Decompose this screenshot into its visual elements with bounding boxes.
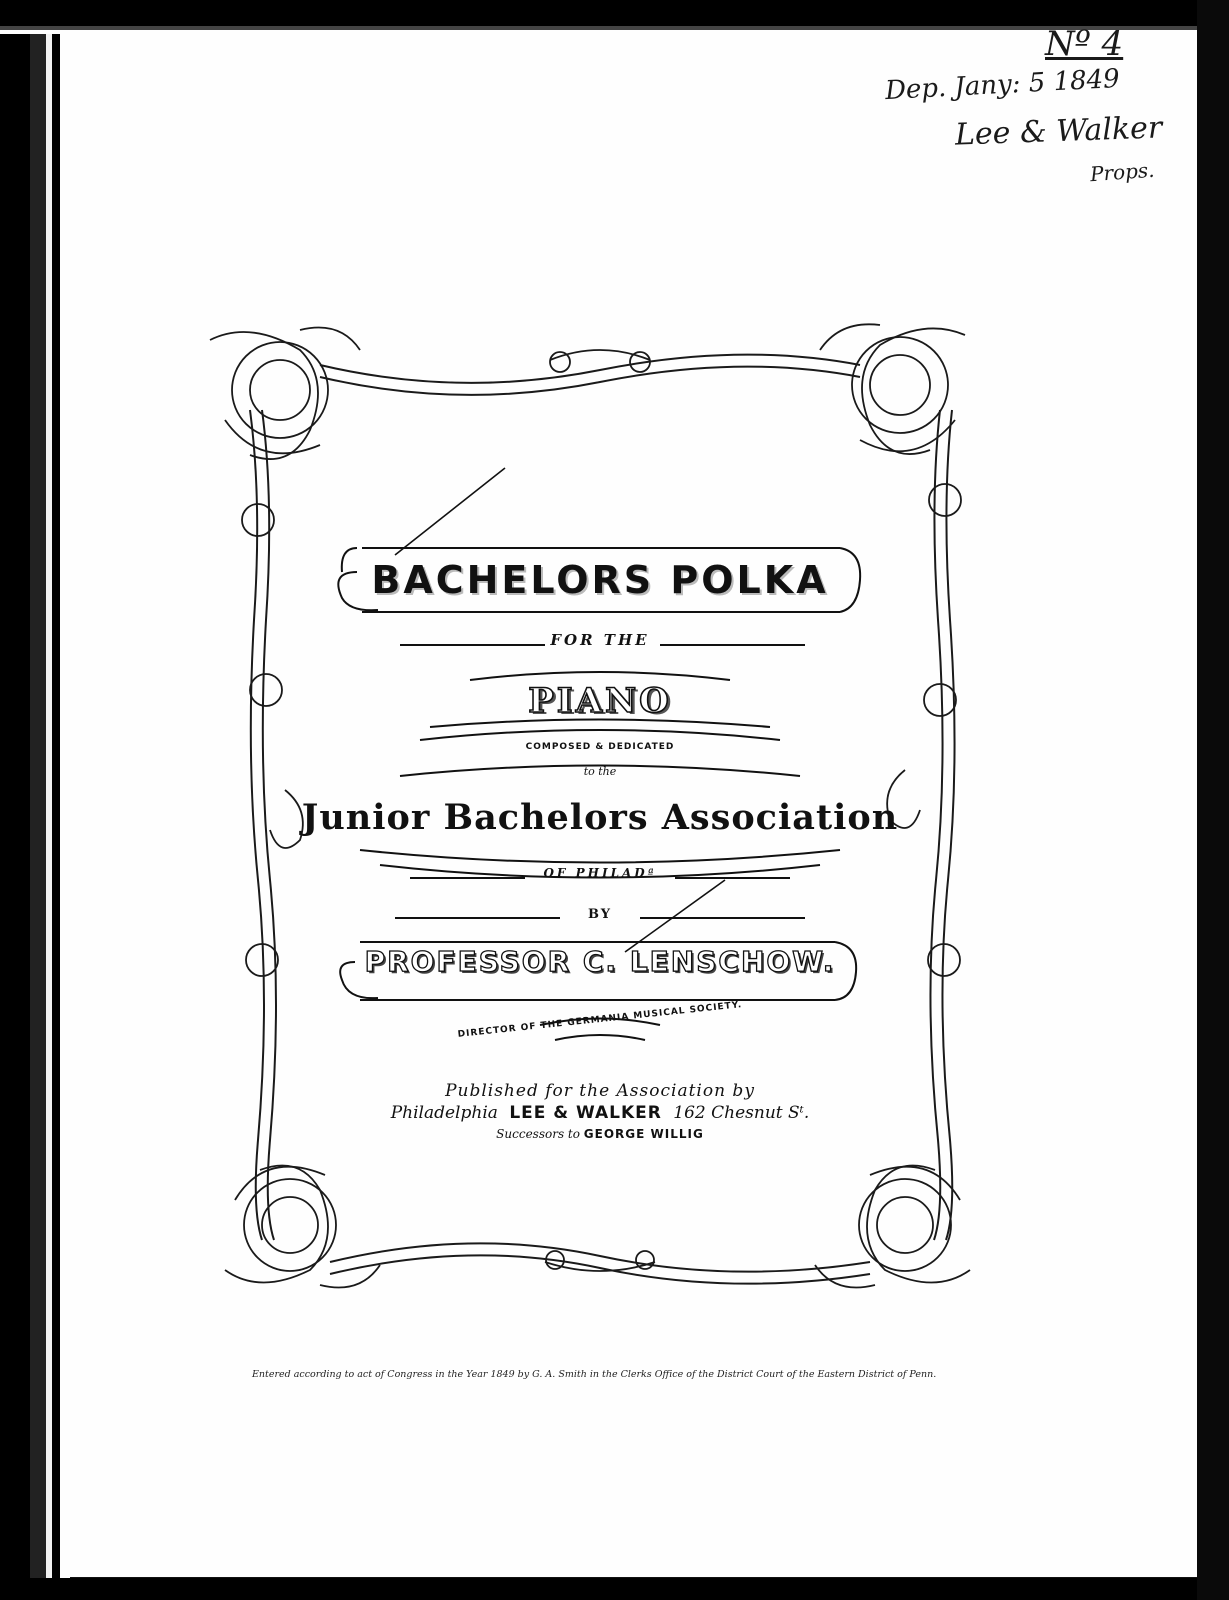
frame-right-vine (930, 410, 942, 1240)
publisher-name: LEE & WALKER (509, 1103, 662, 1123)
frame-top-vine (320, 355, 860, 383)
handwritten-number: Nº 4 (1045, 24, 1124, 64)
to-the-label: to the (583, 765, 617, 778)
successors-firm: GEORGE WILLIG (583, 1127, 704, 1141)
frame-top-right-corner (820, 324, 965, 454)
for-the-label: FOR THE (550, 631, 650, 649)
handwritten-signature: Lee & Walker (954, 110, 1163, 153)
publisher-line (300, 1103, 900, 1123)
handwritten-deposit-date: Dep. Jany: 5 1849 (884, 63, 1121, 107)
publisher-address: 162 Chesnut Sᵗ. (673, 1103, 810, 1123)
publisher-city: Philadelphia (390, 1103, 498, 1123)
successors-line (320, 1127, 880, 1141)
copyright-notice: Entered according to act of Congress in the Year 1849 by G. A. Smith in the Clerks Office of the District Court of the Eastern District of Penn. (252, 1369, 937, 1380)
pencil-check-title (395, 468, 505, 555)
handwritten-role: Props. (1089, 157, 1156, 187)
title: BACHELORS POLKA (371, 558, 829, 602)
by-label: BY (587, 907, 613, 922)
composer-role: DIRECTOR OF THE GERMANIA MUSICAL SOCIETY. (457, 1000, 743, 1040)
successors-lead: Successors to (496, 1127, 580, 1141)
instrument-label: PIANO (528, 681, 672, 721)
composed-dedicated-label: COMPOSED & DEDICATED (525, 742, 675, 752)
frame-top-crest (550, 350, 650, 372)
dedicatee-name: Junior Bachelors Association (301, 797, 899, 838)
frame-bottom-left-corner (225, 1166, 380, 1288)
frame-top-left-corner (210, 328, 360, 460)
of-phila-label: OF PHILADª (543, 866, 657, 880)
published-for-line: Published for the Association by (445, 1081, 755, 1101)
frame-bottom-right-corner (815, 1166, 970, 1288)
dedicatee-flourish (360, 850, 840, 863)
composer-name: PROFESSOR C. LENSCHOW. (364, 945, 836, 978)
